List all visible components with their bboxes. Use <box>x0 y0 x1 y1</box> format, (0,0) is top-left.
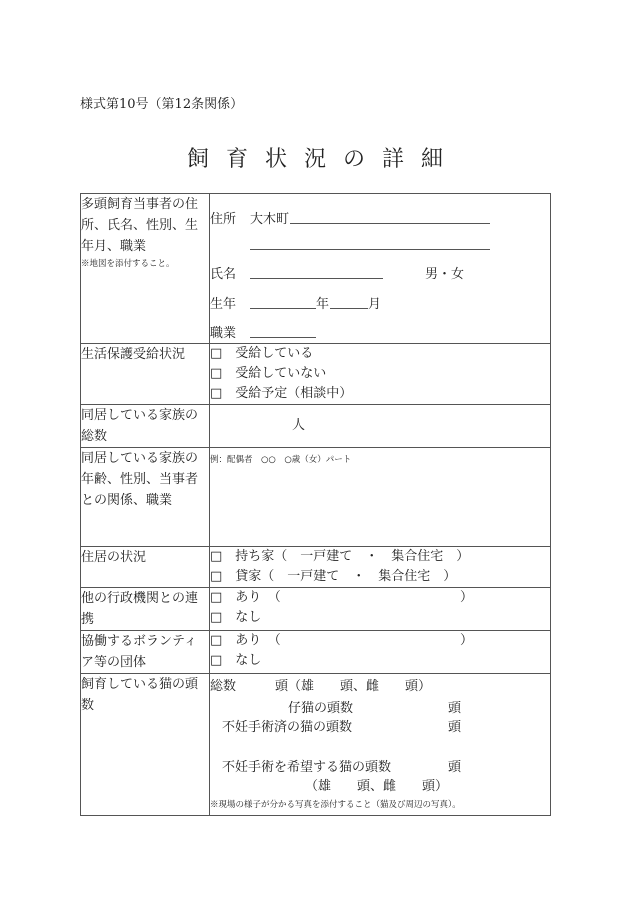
cats-value-cell <box>210 674 551 816</box>
address-line-2[interactable] <box>250 249 490 250</box>
address-line-1[interactable] <box>290 223 490 224</box>
cats-label: 飼育している猫の頭数 <box>81 674 210 816</box>
job-label: 職業 <box>210 326 237 341</box>
family-label: 同居している家族の年齢、性別、当事者との関係、職業 <box>81 448 210 547</box>
owner-row <box>81 194 551 344</box>
owner-value-cell <box>210 194 551 344</box>
housing-label: 住居の状況 <box>81 547 210 588</box>
household-unit: 人 <box>292 418 306 433</box>
wish-unit: 頭 <box>448 760 462 775</box>
neutered-label: 不妊手術済の猫の頭数 <box>222 720 353 735</box>
job-line[interactable] <box>250 337 316 338</box>
welfare-value-cell <box>210 344 551 405</box>
volunteer-label: 協働するボランティア等の団体 <box>81 631 210 674</box>
housing-row <box>81 547 551 588</box>
housing-option-owned[interactable]: □ 持ち家（ 一戸建て ・ 集合住宅 ） <box>210 549 470 564</box>
name-label: 氏名 <box>210 267 237 282</box>
page-title: 飼育状況の詳細 <box>186 147 460 172</box>
volunteer-row <box>81 631 551 674</box>
welfare-row <box>81 344 551 405</box>
welfare-option-planned[interactable]: □ 受給予定（相談中） <box>210 386 353 401</box>
volunteer-option-no[interactable]: □ なし <box>210 653 262 668</box>
welfare-option-not-receiving[interactable]: □ 受給していない <box>210 366 327 381</box>
owner-label-cell <box>81 194 210 344</box>
month-unit: 月 <box>368 297 382 312</box>
kittens-label: 仔猫の頭数 <box>288 701 354 716</box>
housing-value-cell <box>210 547 551 588</box>
map-note: ※地図を添付すること。 <box>81 259 175 269</box>
cats-total-line[interactable]: 総数 頭（雄 頭、雌 頭） <box>210 679 432 694</box>
form-table <box>80 193 551 816</box>
neutered-unit: 頭 <box>448 720 462 735</box>
volunteer-option-yes[interactable]: □ あり （ <box>210 633 281 648</box>
housing-option-rented[interactable]: □ 貸家（ 一戸建て ・ 集合住宅 ） <box>210 569 457 584</box>
address-label: 住所 <box>210 212 237 227</box>
volunteer-close-paren: ） <box>460 633 474 648</box>
household-value-cell[interactable] <box>210 405 551 448</box>
birth-month-line[interactable] <box>330 308 368 309</box>
volunteer-value-cell <box>210 631 551 674</box>
family-value-cell[interactable] <box>210 448 551 547</box>
household-row <box>81 405 551 448</box>
family-example: 例：配偶者 ○○ ○歳（女）パート <box>210 455 352 465</box>
form-number: 様式第10号（第12条関係） <box>80 97 244 112</box>
agency-option-yes[interactable]: □ あり （ <box>210 590 281 605</box>
birth-year-line[interactable] <box>250 308 316 309</box>
wish-breakdown[interactable]: （雄 頭、雌 頭） <box>305 779 449 794</box>
kittens-unit: 頭 <box>448 701 462 716</box>
year-unit: 年 <box>316 297 330 312</box>
welfare-label: 生活保護受給状況 <box>81 344 210 405</box>
welfare-option-receiving[interactable]: □ 受給している <box>210 346 314 361</box>
household-label: 同居している家族の総数 <box>81 405 210 448</box>
agency-option-no[interactable]: □ なし <box>210 610 262 625</box>
agency-close-paren: ） <box>460 590 474 605</box>
address-prefix: 大木町 <box>250 212 290 227</box>
family-row <box>81 448 551 547</box>
agency-row <box>81 588 551 631</box>
birth-label: 生年 <box>210 297 237 312</box>
agency-label: 他の行政機関との連携 <box>81 588 210 631</box>
photo-note: ※現場の様子が分かる写真を添付すること（猫及び周辺の写真）。 <box>210 800 461 810</box>
cats-row <box>81 674 551 816</box>
gender-choice[interactable]: 男・女 <box>425 267 465 282</box>
agency-value-cell <box>210 588 551 631</box>
owner-label: 多頭飼育当事者の住所、氏名、性別、生年月、職業 <box>81 197 199 254</box>
wish-label: 不妊手術を希望する猫の頭数 <box>222 760 392 775</box>
name-line[interactable] <box>250 278 383 279</box>
